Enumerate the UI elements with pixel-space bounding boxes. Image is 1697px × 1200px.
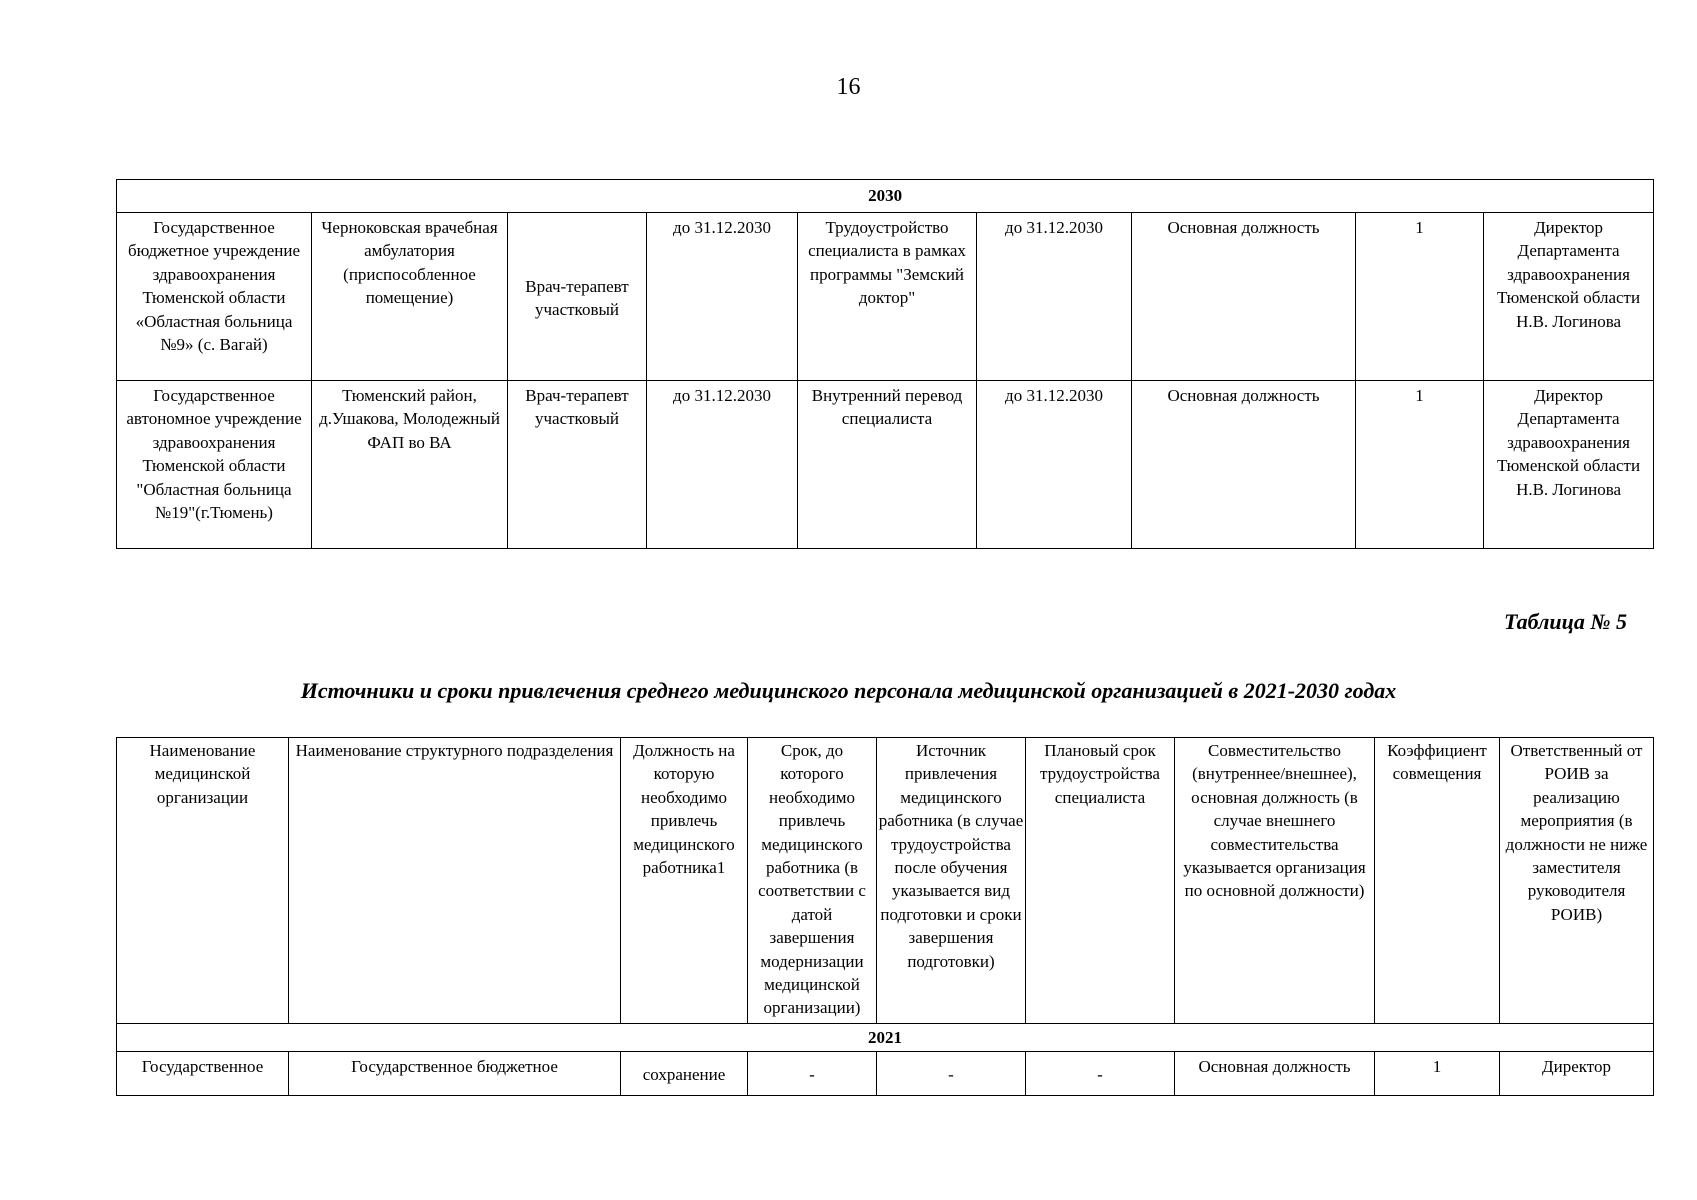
planned-term-cell: до 31.12.2030 [977,381,1132,549]
header-responsible: Ответственный от РОИВ за реализацию мероприятия (в должности не ниже заместителя руководителя РОИВ) [1500,738,1654,1024]
sources-table [116,737,1654,1096]
header-planned-term: Плановый срок трудоустройства специалиста [1026,738,1175,1024]
source-cell: Внутренний перевод специалиста [798,381,977,549]
organization-cell: Государственное [117,1052,289,1096]
combination-cell: Основная должность [1132,213,1356,381]
position-cell: Врач-терапевт участковый [508,381,647,549]
source-cell: - [877,1052,1026,1096]
position-cell: Врач-терапевт участковый [508,213,647,381]
header-combination: Совместительство (внутреннее/внешнее), основная должность (в случае внешнего совместительства указывается организация по основной должности) [1175,738,1375,1024]
planned-term-cell: до 31.12.2030 [977,213,1132,381]
planned-term-cell: - [1026,1052,1175,1096]
header-source: Источник привлечения медицинского работника (в случае трудоустройства после обучения указывается вид подготовки и сроки завершения подготовки) [877,738,1026,1024]
responsible-cell: Директор [1500,1052,1654,1096]
position-cell: сохранение [621,1052,748,1096]
header-position: Должность на которую необходимо привлечь медицинского работника1 [621,738,748,1024]
deadline-cell: - [748,1052,877,1096]
table-row [117,213,1654,381]
header-deadline: Срок, до которого необходимо привлечь медицинского работника (в соответствии с датой завершения модернизации медицинской организации) [748,738,877,1024]
responsible-cell: Директор Департамента здравоохранения Тюменской области Н.В. Логинова [1484,381,1654,549]
organization-cell: Государственное автономное учреждение здравоохранения Тюменской области "Областная больница №19"(г.Тюмень) [117,381,312,549]
year-cell: 2021 [117,1024,1654,1052]
table-label: Таблица № 5 [1504,609,1627,634]
staffing-table-2030 [116,179,1654,549]
header-row [117,738,1654,1024]
subdivision-cell: Тюменский район, д.Ушакова, Молодежный ФАП во ВА [312,381,508,549]
organization-cell: Государственное бюджетное учреждение здравоохранения Тюменской области «Областная больница №9» (с. Вагай) [117,213,312,381]
subdivision-cell: Государственное бюджетное [289,1052,621,1096]
combination-cell: Основная должность [1175,1052,1375,1096]
year-cell: 2030 [117,180,1654,213]
table-row [117,1052,1654,1096]
subdivision-cell: Черноковская врачебная амбулатория (приспособленное помещение) [312,213,508,381]
header-organization: Наименование медицинской организации [117,738,289,1024]
source-cell: Трудоустройство специалиста в рамках программы "Земский доктор" [798,213,977,381]
coefficient-cell: 1 [1375,1052,1500,1096]
year-row [117,180,1654,213]
page-number: 16 [836,74,861,100]
combination-cell: Основная должность [1132,381,1356,549]
year-row [117,1024,1654,1052]
header-coefficient: Коэффициент совмещения [1375,738,1500,1024]
deadline-cell: до 31.12.2030 [647,213,798,381]
table-caption: Источники и сроки привлечения среднего медицинского персонала медицинской организацией в 2021-2030 годах [300,678,1397,703]
deadline-cell: до 31.12.2030 [647,381,798,549]
table-row [117,381,1654,549]
coefficient-cell: 1 [1356,381,1484,549]
responsible-cell: Директор Департамента здравоохранения Тюменской области Н.В. Логинова [1484,213,1654,381]
header-subdivision: Наименование структурного подразделения [289,738,621,1024]
coefficient-cell: 1 [1356,213,1484,381]
